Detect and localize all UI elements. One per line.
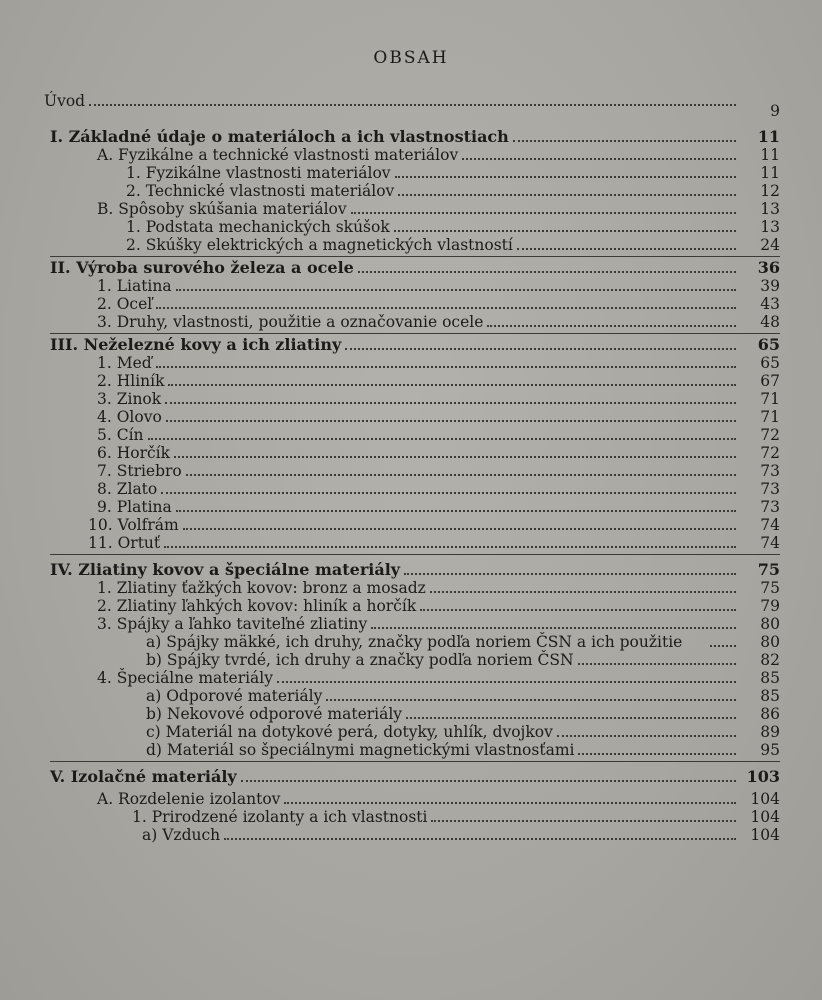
leader-dots bbox=[183, 528, 736, 530]
toc-chapter-page: 11 bbox=[757, 127, 780, 146]
toc-entry-label: 1. Zliatiny ťažkých kovov: bronz a mosadz bbox=[97, 579, 426, 597]
toc-entry bbox=[97, 277, 780, 295]
toc-entry bbox=[97, 669, 780, 687]
leader-dots bbox=[168, 384, 736, 386]
toc-entry-label: 2. Technické vlastnosti materiálov bbox=[126, 182, 395, 200]
leader-dots bbox=[277, 681, 736, 683]
toc-chapter-page: 75 bbox=[757, 560, 780, 579]
toc-entry bbox=[142, 826, 780, 844]
toc-chapter-5 bbox=[50, 768, 780, 786]
toc-chapter-4 bbox=[50, 561, 780, 579]
toc-entry-page: 73 bbox=[760, 480, 780, 498]
leader-dots bbox=[156, 366, 736, 368]
section-divider bbox=[50, 256, 780, 257]
toc-chapter-label: I. Základné údaje o materiáloch a ich vlastnostiach bbox=[50, 127, 509, 146]
leader-dots bbox=[224, 838, 736, 840]
toc-entry-page: 71 bbox=[760, 390, 780, 408]
toc-entry-page: 13 bbox=[760, 218, 780, 236]
toc-entry-label: c) Materiál na dotykové perá, dotyky, uhlík, dvojkov bbox=[146, 723, 553, 741]
toc-entry bbox=[126, 218, 780, 236]
toc-entry-page: 80 bbox=[760, 633, 780, 651]
toc-entry-page: 67 bbox=[760, 372, 780, 390]
toc-entry-label: 1. Liatina bbox=[97, 277, 172, 295]
section-divider bbox=[50, 333, 780, 334]
toc-entry bbox=[97, 295, 780, 313]
toc-entry-label: 2. Oceľ bbox=[97, 295, 153, 313]
toc-entry bbox=[126, 236, 780, 254]
toc-entry-label: B. Spôsoby skúšania materiálov bbox=[97, 200, 347, 218]
toc-entry-label: 3. Spájky a ľahko taviteľné zliatiny bbox=[97, 615, 368, 633]
leader-dots bbox=[186, 474, 736, 476]
toc-entry-page: 75 bbox=[760, 579, 780, 597]
toc-entry-label: 2. Hliník bbox=[97, 372, 165, 390]
toc-entry bbox=[146, 741, 780, 759]
toc-entry bbox=[97, 597, 780, 615]
toc-entry bbox=[88, 516, 780, 534]
toc-entry-page: 79 bbox=[760, 597, 780, 615]
toc-entry-label: 11. Ortuť bbox=[88, 534, 161, 552]
toc-entry bbox=[126, 182, 780, 200]
toc-entry bbox=[97, 390, 780, 408]
toc-entry-label: 1. Podstata mechanických skúšok bbox=[126, 218, 390, 236]
leader-dots bbox=[164, 546, 736, 548]
toc-entry-page: 95 bbox=[760, 741, 780, 759]
leader-dots bbox=[326, 699, 736, 701]
section-divider bbox=[50, 761, 780, 762]
toc-entry-label: 7. Striebro bbox=[97, 462, 182, 480]
toc-entry-label: 3. Zinok bbox=[97, 390, 162, 408]
toc-entry bbox=[97, 498, 780, 516]
toc-entry bbox=[97, 354, 780, 372]
toc-chapter-3 bbox=[50, 336, 780, 354]
toc-entry-page: 73 bbox=[760, 498, 780, 516]
toc-entry bbox=[146, 705, 780, 723]
leader-dots bbox=[174, 456, 736, 458]
toc-entry-label: 2. Skúšky elektrických a magnetických vlastností bbox=[126, 236, 513, 254]
toc-entry-page: 65 bbox=[760, 354, 780, 372]
leader-dots bbox=[176, 289, 736, 291]
leader-dots bbox=[351, 212, 736, 214]
leader-dots bbox=[462, 158, 736, 160]
leader-dots bbox=[371, 627, 736, 629]
toc-entry-uvod bbox=[44, 92, 780, 120]
toc-entry bbox=[97, 579, 780, 597]
toc-entry-multiline bbox=[146, 633, 780, 651]
toc-entry-page: 9 bbox=[770, 102, 780, 120]
toc-entry-page: 72 bbox=[760, 426, 780, 444]
leader-dots bbox=[394, 230, 736, 232]
toc-entry-page: 82 bbox=[760, 651, 780, 669]
leader-dots bbox=[358, 271, 736, 273]
toc-entry bbox=[146, 687, 780, 705]
toc-entry-page: 11 bbox=[760, 164, 780, 182]
toc-entry bbox=[97, 480, 780, 498]
toc-entry-page: 104 bbox=[750, 808, 780, 826]
toc-entry-page: 80 bbox=[760, 615, 780, 633]
leader-dots bbox=[166, 420, 736, 422]
toc-chapter-label: III. Neželezné kovy a ich zliatiny bbox=[50, 335, 342, 354]
toc-entry bbox=[97, 313, 780, 331]
toc-entry-label: d) Materiál so špeciálnymi magnetickými vlastnosťami bbox=[146, 741, 575, 759]
toc-chapter-1 bbox=[50, 128, 780, 146]
toc-chapter-page: 36 bbox=[757, 258, 780, 277]
toc-entry-label: 1. Prirodzené izolanty a ich vlastnosti bbox=[132, 808, 428, 826]
leader-dots bbox=[420, 609, 736, 611]
toc-entry-page: 86 bbox=[760, 705, 780, 723]
toc-entry-label: b) Spájky tvrdé, ich druhy a značky podľa noriem ČSN bbox=[146, 651, 574, 669]
toc-entry-page: 104 bbox=[750, 826, 780, 844]
toc-entry bbox=[146, 651, 780, 669]
toc-chapter-2 bbox=[50, 259, 780, 277]
toc-chapter-label: IV. Zliatiny kovov a špeciálne materiály bbox=[50, 560, 401, 579]
toc-entry-label: A. Rozdelenie izolantov bbox=[97, 790, 281, 808]
leader-dots bbox=[578, 663, 736, 665]
toc-entry-page: 11 bbox=[760, 146, 780, 164]
toc-entry-label: 4. Špeciálne materiály bbox=[97, 669, 274, 687]
leader-dots bbox=[156, 307, 736, 309]
toc-entry-label: 9. Platina bbox=[97, 498, 172, 516]
toc-entry-label: Úvod bbox=[44, 92, 86, 110]
toc-entry-page: 43 bbox=[760, 295, 780, 313]
toc-entry-label: 4. Olovo bbox=[97, 408, 162, 426]
leader-dots bbox=[89, 104, 736, 106]
toc-entry bbox=[146, 723, 780, 741]
toc-entry-label: 8. Zlato bbox=[97, 480, 158, 498]
leader-dots bbox=[345, 348, 736, 350]
leader-dots bbox=[710, 645, 736, 647]
leader-dots bbox=[148, 438, 736, 440]
toc-entry-page: 71 bbox=[760, 408, 780, 426]
toc-entry-page: 74 bbox=[760, 534, 780, 552]
page-title: OBSAH bbox=[373, 48, 449, 68]
toc-entry bbox=[97, 146, 780, 164]
toc-entry-label: A. Fyzikálne a technické vlastnosti materiálov bbox=[97, 146, 459, 164]
leader-dots bbox=[578, 753, 736, 755]
toc-entry-label: 6. Horčík bbox=[97, 444, 171, 462]
toc-entry-label: 10. Volfrám bbox=[88, 516, 179, 534]
toc-entry-page: 24 bbox=[760, 236, 780, 254]
leader-dots bbox=[406, 717, 736, 719]
toc-entry-page: 13 bbox=[760, 200, 780, 218]
toc-entry-page: 85 bbox=[760, 669, 780, 687]
toc-entry-label: 3. Druhy, vlastnosti, použitie a označovanie ocele bbox=[97, 313, 484, 331]
leader-dots bbox=[487, 325, 736, 327]
leader-dots bbox=[398, 194, 736, 196]
leader-dots bbox=[404, 573, 736, 575]
toc-entry bbox=[97, 444, 780, 462]
leader-dots bbox=[161, 492, 736, 494]
leader-dots bbox=[517, 248, 736, 250]
toc-entry-page: 74 bbox=[760, 516, 780, 534]
toc-entry bbox=[97, 615, 780, 633]
toc-entry-label: 1. Meď bbox=[97, 354, 152, 372]
toc-entry-label: a) Spájky mäkké, ich druhy, značky podľa noriem ČSN a ich použitie bbox=[146, 633, 683, 651]
table-of-contents bbox=[44, 86, 780, 844]
toc-chapter-label: V. Izolačné materiály bbox=[50, 767, 237, 786]
toc-entry-page: 85 bbox=[760, 687, 780, 705]
toc-entry bbox=[126, 164, 780, 182]
leader-dots bbox=[513, 140, 736, 142]
leader-dots bbox=[165, 402, 736, 404]
toc-entry bbox=[97, 462, 780, 480]
toc-entry bbox=[132, 808, 780, 826]
leader-dots bbox=[284, 802, 736, 804]
toc-entry-label: a) Vzduch bbox=[142, 826, 221, 844]
toc-chapter-page: 65 bbox=[757, 335, 780, 354]
leader-dots bbox=[557, 735, 736, 737]
toc-entry bbox=[97, 408, 780, 426]
toc-chapter-page: 103 bbox=[746, 767, 780, 786]
toc-chapter-label: II. Výroba surového železa a ocele bbox=[50, 258, 354, 277]
toc-entry-page: 104 bbox=[750, 790, 780, 808]
toc-entry-label: b) Nekovové odporové materiály bbox=[146, 705, 403, 723]
toc-entry-label: 2. Zliatiny ľahkých kovov: hliník a horčík bbox=[97, 597, 417, 615]
toc-entry bbox=[97, 372, 780, 390]
toc-entry-page: 89 bbox=[760, 723, 780, 741]
leader-dots bbox=[430, 591, 736, 593]
leader-dots bbox=[176, 510, 736, 512]
leader-dots bbox=[241, 780, 736, 782]
toc-entry-page: 39 bbox=[760, 277, 780, 295]
leader-dots bbox=[395, 176, 736, 178]
toc-entry bbox=[97, 200, 780, 218]
toc-entry bbox=[97, 426, 780, 444]
section-divider bbox=[50, 554, 780, 555]
toc-entry-label: 5. Cín bbox=[97, 426, 144, 444]
toc-entry-page: 12 bbox=[760, 182, 780, 200]
toc-entry bbox=[97, 790, 780, 808]
toc-entry-page: 72 bbox=[760, 444, 780, 462]
toc-entry-page: 48 bbox=[760, 313, 780, 331]
toc-entry bbox=[88, 534, 780, 552]
toc-entry-label: a) Odporové materiály bbox=[146, 687, 323, 705]
toc-entry-page: 73 bbox=[760, 462, 780, 480]
toc-entry-label: 1. Fyzikálne vlastnosti materiálov bbox=[126, 164, 391, 182]
leader-dots bbox=[431, 820, 736, 822]
